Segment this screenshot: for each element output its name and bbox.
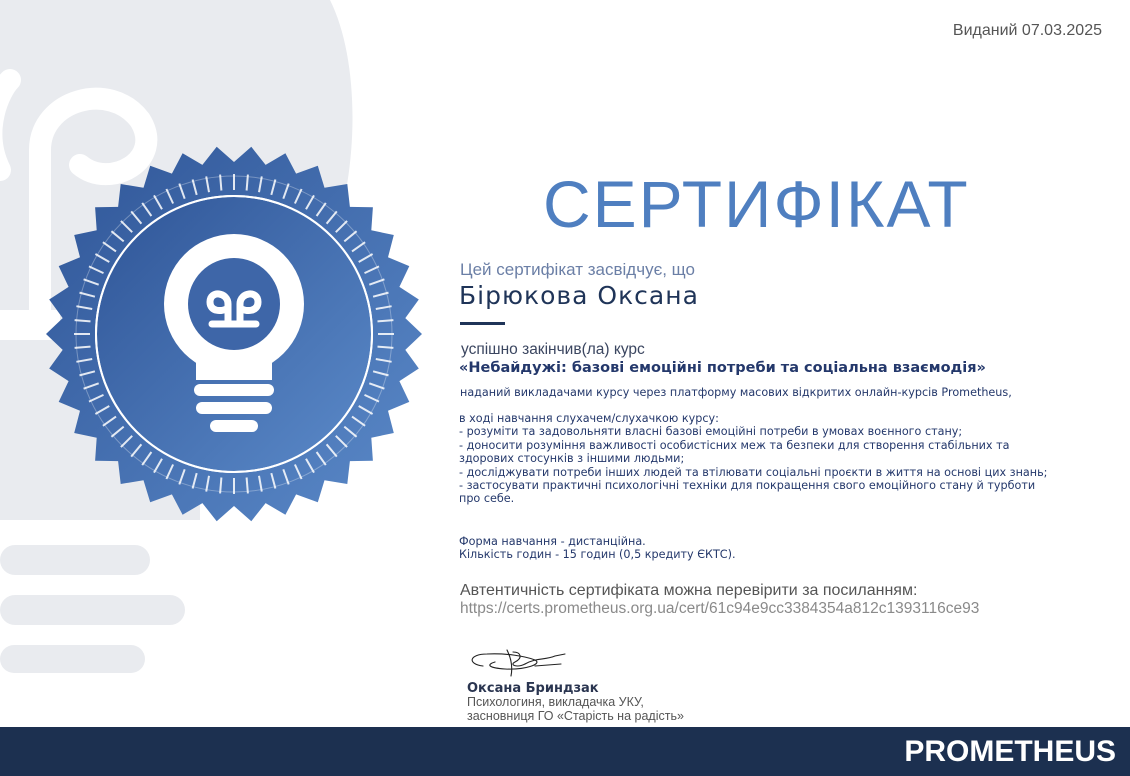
signatory-role bbox=[467, 696, 684, 723]
signatory-role-line: засновниця ГО «Старість на радість» bbox=[467, 708, 684, 723]
completed-text: успішно закінчив(ла) курс bbox=[461, 341, 645, 358]
outcome-line: - доносити розуміння важливості особистісних меж та безпеки для створення стабільних та bbox=[459, 438, 1010, 452]
outcome-line: - досліджувати потреби інших людей та втілювати соціальні проєкти в життя на основі цих знань; bbox=[459, 465, 1048, 479]
outcome-line: - розуміти та задовольняти власні базові емоційні потреби в умовах воєнного стану; bbox=[459, 425, 963, 439]
course-title: «Небайдужі: базові емоційні потреби та соціальна взаємодія» bbox=[459, 360, 986, 376]
provided-text: наданий викладачами курсу через платформу масових відкритих онлайн-курсів Prometheus, bbox=[460, 386, 1012, 399]
study-hours: Кількість годин - 15 годин (0,5 кредиту ЄКТС). bbox=[459, 548, 736, 562]
study-details bbox=[459, 535, 736, 562]
outcome-line: здорових стосунків з іншими людьми; bbox=[459, 452, 685, 466]
verify-text: Автентичність сертифіката можна перевірити за посиланням: bbox=[460, 582, 918, 599]
handwritten-signature bbox=[465, 644, 575, 680]
outcome-line: - застосувати практичні психологічні техніки для покращення свого емоційного стану й турботи bbox=[459, 479, 1036, 493]
verify-link[interactable]: https://certs.prometheus.org.ua/cert/61c94e9cc3384354a812c1393116ce93 bbox=[460, 600, 980, 617]
signatory-name: Оксана Бриндзак bbox=[467, 681, 599, 696]
certifies-text: Цей сертифікат засвідчує, що bbox=[460, 260, 695, 279]
learning-outcomes bbox=[459, 412, 1130, 506]
certificate-title: СЕРТИФІКАТ bbox=[543, 167, 970, 241]
name-underline-divider bbox=[460, 322, 505, 325]
outcome-line: про себе. bbox=[459, 492, 515, 506]
learning-intro: в ході навчання слухачем/слухачкою курсу: bbox=[459, 412, 719, 425]
issue-date: Виданий 07.03.2025 bbox=[952, 22, 1102, 39]
signatory-role-line: Психологиня, викладачка УКУ, bbox=[467, 695, 644, 709]
recipient-name: Бірюкова Оксана bbox=[459, 281, 699, 310]
logo-text: PROMETHEUS bbox=[904, 735, 1116, 768]
study-form: Форма навчання - дистанційна. bbox=[459, 535, 646, 548]
prometheus-logo bbox=[904, 732, 1116, 772]
